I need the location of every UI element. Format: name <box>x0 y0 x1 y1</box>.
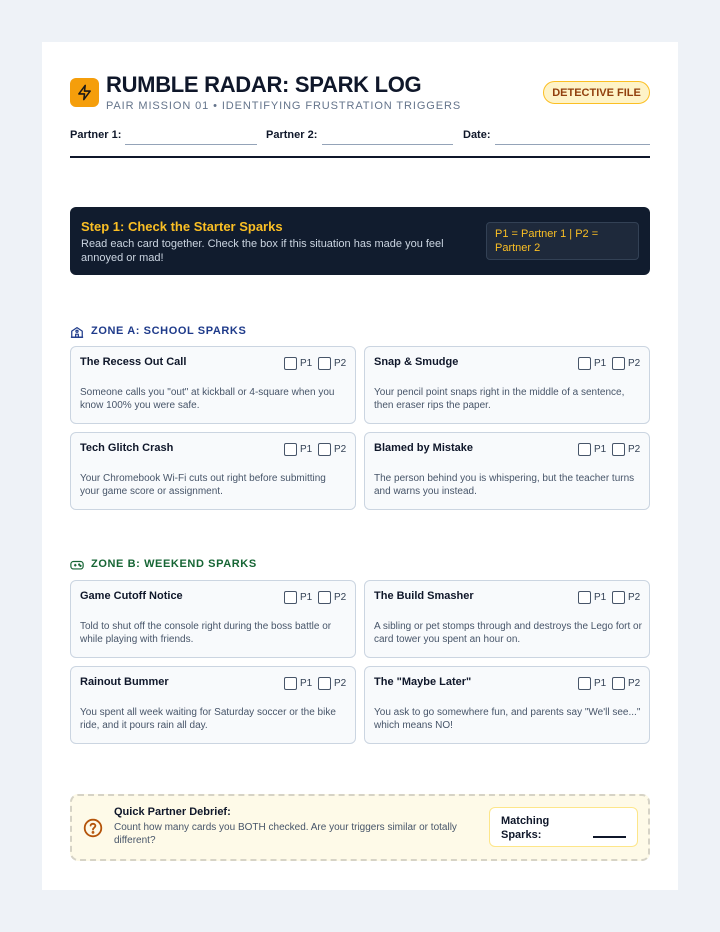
spark-card <box>70 666 356 744</box>
p1-checkbox[interactable] <box>578 590 606 604</box>
step-body: Read each card together. Check the box if this situation has made you feel annoyed or mad! <box>81 238 444 264</box>
partner2-label: Partner 2: <box>266 129 318 141</box>
debrief-title: Quick Partner Debrief: <box>114 806 231 818</box>
card-body: Your pencil point snaps right in the middle of a sentence, then eraser rips the paper. <box>374 387 625 411</box>
checkbox-box[interactable] <box>318 357 331 370</box>
checkbox-label: P2 <box>628 677 641 689</box>
p2-checkbox[interactable] <box>318 356 346 370</box>
checkbox-label: P2 <box>628 591 641 603</box>
checkbox-label: P1 <box>594 357 607 369</box>
spark-card <box>70 580 356 658</box>
checkbox-label: P1 <box>300 677 313 689</box>
zone-b-title: ZONE B: WEEKEND SPARKS <box>91 558 257 570</box>
spark-card <box>70 346 356 424</box>
partner-debrief-box <box>70 794 650 861</box>
checkbox-label: P1 <box>594 677 607 689</box>
matching-sparks-input-line[interactable] <box>593 836 626 838</box>
p1-checkbox[interactable] <box>284 442 312 456</box>
checkbox-box[interactable] <box>612 591 625 604</box>
checkbox-box[interactable] <box>612 357 625 370</box>
spark-card <box>364 666 650 744</box>
partner2-field[interactable] <box>266 128 454 146</box>
p1-checkbox[interactable] <box>578 356 606 370</box>
checkbox-box[interactable] <box>318 591 331 604</box>
step-instructions-panel <box>70 207 650 275</box>
checkbox-box[interactable] <box>284 443 297 456</box>
checkbox-box[interactable] <box>284 591 297 604</box>
checkbox-box[interactable] <box>612 677 625 690</box>
p2-checkbox[interactable] <box>612 442 640 456</box>
card-title: Snap & Smudge <box>374 356 459 368</box>
checkbox-label: P2 <box>334 443 347 455</box>
checkbox-box[interactable] <box>578 677 591 690</box>
p2-checkbox[interactable] <box>318 442 346 456</box>
checkbox-box[interactable] <box>578 357 591 370</box>
checkbox-box[interactable] <box>612 443 625 456</box>
matching-sparks-label: Matching Sparks: <box>501 815 550 841</box>
card-title: The "Maybe Later" <box>374 676 472 688</box>
card-title: The Recess Out Call <box>80 356 187 368</box>
checkbox-label: P1 <box>594 591 607 603</box>
partner2-input-line[interactable] <box>322 144 453 145</box>
p2-checkbox[interactable] <box>612 676 640 690</box>
checkbox-box[interactable] <box>318 677 331 690</box>
p2-checkbox[interactable] <box>612 590 640 604</box>
step-title: Step 1: Check the Starter Sparks <box>81 219 283 234</box>
card-body: You spent all week waiting for Saturday soccer or the bike ride, and it pours rain all day. <box>80 707 336 731</box>
lightning-bolt-icon <box>70 78 99 107</box>
p1-checkbox[interactable] <box>284 676 312 690</box>
checkbox-box[interactable] <box>284 677 297 690</box>
card-body: Your Chromebook Wi-Fi cuts out right before submitting your game score or assignment. <box>80 473 326 497</box>
date-field[interactable] <box>463 128 650 146</box>
checkbox-label: P1 <box>300 443 313 455</box>
checkbox-label: P2 <box>334 591 347 603</box>
checkbox-label: P1 <box>300 591 313 603</box>
zone-a-title: ZONE A: SCHOOL SPARKS <box>91 325 247 337</box>
spark-card <box>364 432 650 510</box>
detective-file-badge: DETECTIVE FILE <box>543 81 650 104</box>
date-input-line[interactable] <box>495 144 650 145</box>
spark-card <box>70 432 356 510</box>
date-label: Date: <box>463 129 491 141</box>
page-title: RUMBLE RADAR: SPARK LOG <box>106 72 422 97</box>
worksheet-page <box>42 42 678 890</box>
checkbox-box[interactable] <box>318 443 331 456</box>
partner1-input-line[interactable] <box>125 144 257 145</box>
debrief-body: Count how many cards you BOTH checked. Are your triggers similar or totally different? <box>114 822 457 846</box>
spark-card <box>364 580 650 658</box>
checkbox-label: P2 <box>334 357 347 369</box>
partner1-label: Partner 1: <box>70 129 122 141</box>
card-body: Someone calls you "out" at kickball or 4-square when you know 100% you were safe. <box>80 387 335 411</box>
page-subtitle: PAIR MISSION 01 • IDENTIFYING FRUSTRATION TRIGGERS <box>106 100 462 112</box>
checkbox-label: P1 <box>300 357 313 369</box>
game-controller-icon <box>70 558 84 572</box>
checkbox-label: P2 <box>628 443 641 455</box>
p2-checkbox[interactable] <box>318 590 346 604</box>
checkbox-box[interactable] <box>578 443 591 456</box>
partner1-field[interactable] <box>70 128 258 146</box>
zone-b-header <box>70 557 370 573</box>
checkbox-label: P1 <box>594 443 607 455</box>
school-building-icon <box>70 325 84 339</box>
header <box>70 72 650 116</box>
p2-checkbox[interactable] <box>318 676 346 690</box>
p1-checkbox[interactable] <box>578 676 606 690</box>
matching-sparks-box[interactable] <box>489 807 638 847</box>
partner-legend: P1 = Partner 1 | P2 = Partner 2 <box>486 222 639 260</box>
card-title: Blamed by Mistake <box>374 442 474 454</box>
p1-checkbox[interactable] <box>578 442 606 456</box>
p1-checkbox[interactable] <box>284 590 312 604</box>
card-title: The Build Smasher <box>374 590 474 602</box>
p2-checkbox[interactable] <box>612 356 640 370</box>
card-body: The person behind you is whispering, but the teacher turns and warns you instead. <box>374 473 635 497</box>
checkbox-box[interactable] <box>578 591 591 604</box>
name-date-fields <box>70 128 650 158</box>
card-title: Game Cutoff Notice <box>80 590 183 602</box>
card-body: Told to shut off the console right during the boss battle or while playing with friends. <box>80 621 332 645</box>
card-body: You ask to go somewhere fun, and parents say "We'll see..." which means NO! <box>374 707 641 731</box>
card-title: Rainout Bummer <box>80 676 169 688</box>
question-circle-icon <box>83 818 103 838</box>
p1-checkbox[interactable] <box>284 356 312 370</box>
card-title: Tech Glitch Crash <box>80 442 174 454</box>
zone-a-header <box>70 324 370 340</box>
checkbox-box[interactable] <box>284 357 297 370</box>
card-body: A sibling or pet stomps through and destroys the Lego fort or card tower you spent an hour on. <box>374 621 642 645</box>
spark-card <box>364 346 650 424</box>
checkbox-label: P2 <box>628 357 641 369</box>
checkbox-label: P2 <box>334 677 347 689</box>
